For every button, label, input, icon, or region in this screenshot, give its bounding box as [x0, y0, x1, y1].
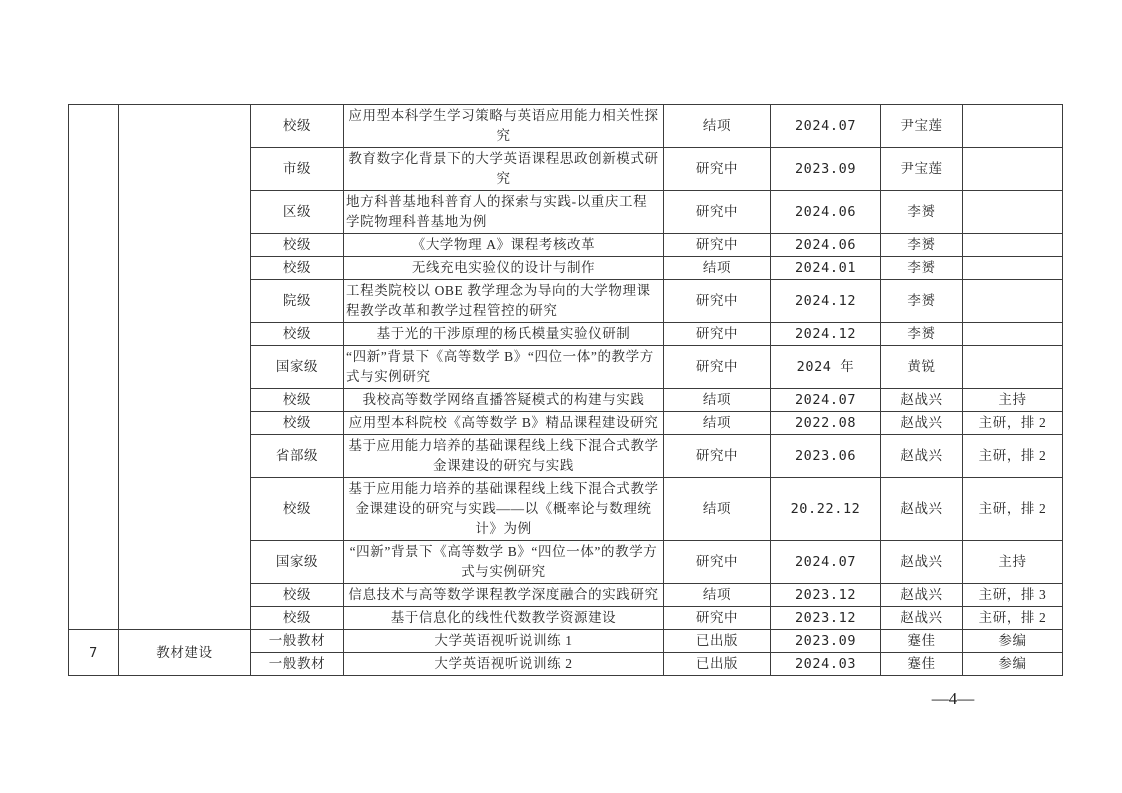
status-cell: 研究中 — [664, 323, 771, 346]
name-cell: 尹宝莲 — [881, 105, 963, 148]
status-cell: 研究中 — [664, 607, 771, 630]
table-row — [69, 105, 1063, 148]
date-cell: 2022.08 — [771, 412, 881, 435]
status-cell: 研究中 — [664, 541, 771, 584]
date-cell: 2024 年 — [771, 346, 881, 389]
status-cell: 结项 — [664, 257, 771, 280]
level-cell: 国家级 — [251, 541, 344, 584]
role-cell: 主研，排 2 — [963, 607, 1063, 630]
name-cell: 尹宝莲 — [881, 148, 963, 191]
level-cell: 一般教材 — [251, 630, 344, 653]
status-cell: 研究中 — [664, 435, 771, 478]
table-row — [69, 630, 1063, 653]
name-cell: 赵战兴 — [881, 389, 963, 412]
name-cell: 赵战兴 — [881, 541, 963, 584]
name-cell: 李赟 — [881, 257, 963, 280]
name-cell: 李赟 — [881, 280, 963, 323]
title-cell: “四新”背景下《高等数学 B》“四位一体”的教学方式与实例研究 — [344, 346, 664, 389]
name-cell: 赵战兴 — [881, 435, 963, 478]
title-cell: 大学英语视听说训练 2 — [344, 653, 664, 676]
status-cell: 已出版 — [664, 630, 771, 653]
role-cell — [963, 191, 1063, 234]
status-cell: 结项 — [664, 389, 771, 412]
title-cell: 基于信息化的线性代数教学资源建设 — [344, 607, 664, 630]
level-cell: 市级 — [251, 148, 344, 191]
role-cell — [963, 323, 1063, 346]
name-cell: 蹇佳 — [881, 653, 963, 676]
status-cell: 研究中 — [664, 191, 771, 234]
status-cell: 结项 — [664, 478, 771, 541]
name-cell: 黄锐 — [881, 346, 963, 389]
date-cell: 2024.03 — [771, 653, 881, 676]
title-cell: 信息技术与高等数学课程教学深度融合的实践研究 — [344, 584, 664, 607]
name-cell: 赵战兴 — [881, 607, 963, 630]
date-cell: 2024.07 — [771, 105, 881, 148]
role-cell — [963, 234, 1063, 257]
level-cell: 校级 — [251, 607, 344, 630]
title-cell: 我校高等数学网络直播答疑模式的构建与实践 — [344, 389, 664, 412]
title-cell: 大学英语视听说训练 1 — [344, 630, 664, 653]
date-cell: 2023.12 — [771, 607, 881, 630]
title-cell: 应用型本科学生学习策略与英语应用能力相关性探究 — [344, 105, 664, 148]
name-cell: 赵战兴 — [881, 412, 963, 435]
date-cell: 2024.12 — [771, 323, 881, 346]
title-cell: 基于光的干涉原理的杨氏模量实验仪研制 — [344, 323, 664, 346]
role-cell — [963, 105, 1063, 148]
page-number: —4— — [931, 689, 975, 708]
level-cell: 校级 — [251, 105, 344, 148]
category-cell — [119, 105, 251, 630]
title-cell: 《大学物理 A》课程考核改革 — [344, 234, 664, 257]
title-cell: 应用型本科院校《高等数学 B》精品课程建设研究 — [344, 412, 664, 435]
name-cell: 李赟 — [881, 323, 963, 346]
date-cell: 2024.06 — [771, 234, 881, 257]
status-cell: 结项 — [664, 584, 771, 607]
date-cell: 2024.07 — [771, 541, 881, 584]
date-cell: 2023.12 — [771, 584, 881, 607]
title-cell: “四新”背景下《高等数学 B》“四位一体”的教学方式与实例研究 — [344, 541, 664, 584]
level-cell: 校级 — [251, 478, 344, 541]
name-cell: 赵战兴 — [881, 478, 963, 541]
role-cell: 主持 — [963, 389, 1063, 412]
role-cell — [963, 280, 1063, 323]
level-cell: 校级 — [251, 412, 344, 435]
title-cell: 工程类院校以 OBE 教学理念为导向的大学物理课程教学改革和教学过程管控的研究 — [344, 280, 664, 323]
status-cell: 结项 — [664, 105, 771, 148]
date-cell: 2024.12 — [771, 280, 881, 323]
level-cell: 省部级 — [251, 435, 344, 478]
level-cell: 院级 — [251, 280, 344, 323]
title-cell: 基于应用能力培养的基础课程线上线下混合式教学金课建设的研究与实践 — [344, 435, 664, 478]
date-cell: 2023.06 — [771, 435, 881, 478]
title-cell: 无线充电实验仪的设计与制作 — [344, 257, 664, 280]
role-cell: 参编 — [963, 653, 1063, 676]
status-cell: 已出版 — [664, 653, 771, 676]
name-cell: 赵战兴 — [881, 584, 963, 607]
status-cell: 研究中 — [664, 346, 771, 389]
level-cell: 国家级 — [251, 346, 344, 389]
category-cell: 教材建设 — [119, 630, 251, 676]
date-cell: 2024.06 — [771, 191, 881, 234]
level-cell: 校级 — [251, 257, 344, 280]
date-cell: 20.22.12 — [771, 478, 881, 541]
name-cell: 李赟 — [881, 191, 963, 234]
status-cell: 研究中 — [664, 280, 771, 323]
role-cell: 主研，排 3 — [963, 584, 1063, 607]
level-cell: 校级 — [251, 323, 344, 346]
title-cell: 教育数字化背景下的大学英语课程思政创新模式研究 — [344, 148, 664, 191]
date-cell: 2023.09 — [771, 630, 881, 653]
level-cell: 校级 — [251, 584, 344, 607]
role-cell — [963, 257, 1063, 280]
role-cell: 主研，排 2 — [963, 435, 1063, 478]
status-cell: 研究中 — [664, 148, 771, 191]
date-cell: 2023.09 — [771, 148, 881, 191]
role-cell — [963, 148, 1063, 191]
level-cell: 区级 — [251, 191, 344, 234]
level-cell: 校级 — [251, 234, 344, 257]
date-cell: 2024.07 — [771, 389, 881, 412]
sequence-cell — [69, 105, 119, 630]
sequence-cell: 7 — [69, 630, 119, 676]
role-cell: 参编 — [963, 630, 1063, 653]
role-cell — [963, 346, 1063, 389]
role-cell: 主研，排 2 — [963, 412, 1063, 435]
level-cell: 一般教材 — [251, 653, 344, 676]
name-cell: 李赟 — [881, 234, 963, 257]
role-cell: 主研，排 2 — [963, 478, 1063, 541]
date-cell: 2024.01 — [771, 257, 881, 280]
status-cell: 研究中 — [664, 234, 771, 257]
title-cell: 地方科普基地科普育人的探索与实践-以重庆工程学院物理科普基地为例 — [344, 191, 664, 234]
title-cell: 基于应用能力培养的基础课程线上线下混合式教学金课建设的研究与实践——以《概率论与数理统计》为例 — [344, 478, 664, 541]
level-cell: 校级 — [251, 389, 344, 412]
role-cell: 主持 — [963, 541, 1063, 584]
projects-table — [68, 104, 1063, 676]
name-cell: 蹇佳 — [881, 630, 963, 653]
status-cell: 结项 — [664, 412, 771, 435]
